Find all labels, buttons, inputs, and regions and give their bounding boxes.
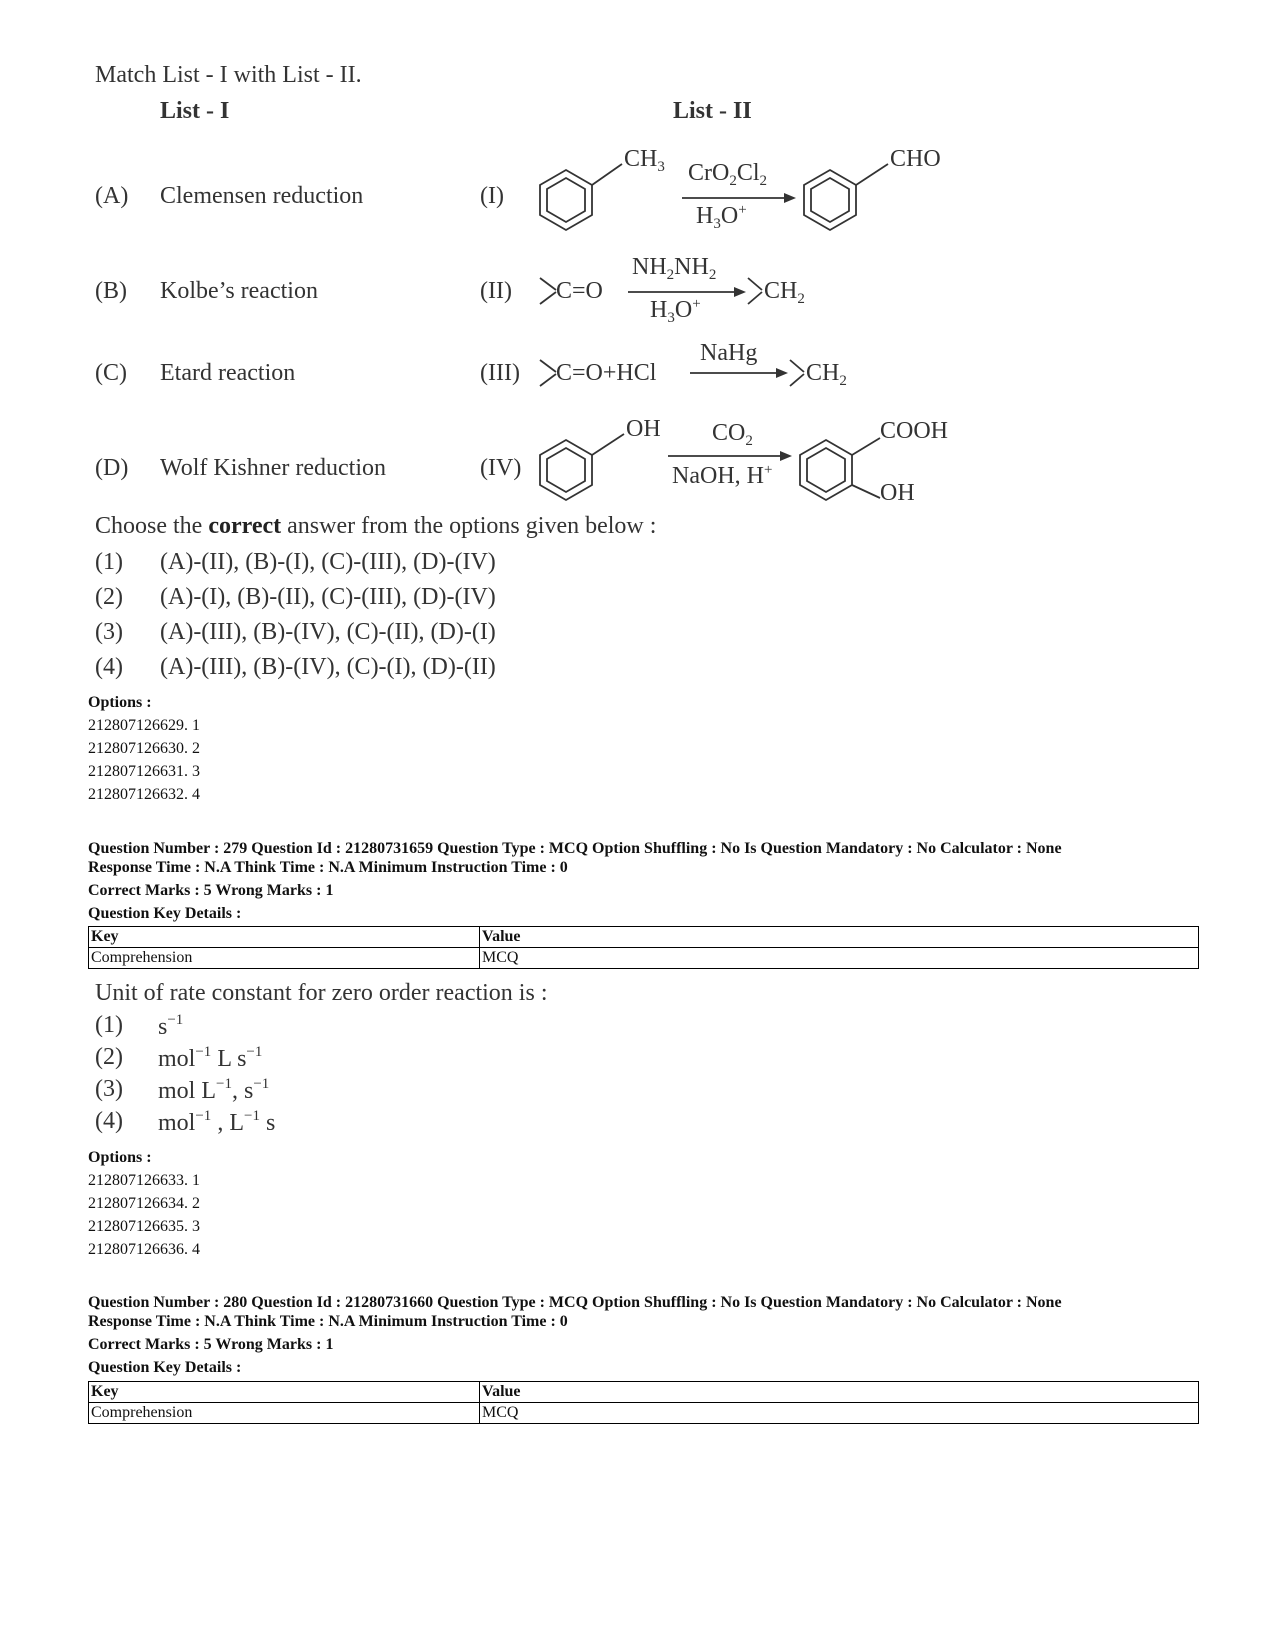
table-header-row bbox=[89, 927, 1199, 948]
rxn2-reactant: C=O bbox=[556, 278, 603, 304]
q278-answer-num-4: (4) bbox=[95, 654, 123, 680]
q279-marks: Correct Marks : 5 Wrong Marks : 1 bbox=[88, 882, 334, 899]
list-1-header: List - I bbox=[160, 98, 230, 124]
rxn2-reagent-top: $NH_2NH_2$ bbox=[632, 254, 717, 283]
q278-option-4: 212807126632. 4 bbox=[88, 786, 200, 803]
list-1-letter-b: (B) bbox=[95, 278, 127, 304]
q278-instruction: Choose the correct answer from the options given below : bbox=[95, 513, 657, 539]
rxn4-product-top: COOH bbox=[880, 418, 949, 444]
q280-key-details-label: Question Key Details : bbox=[88, 1359, 242, 1376]
table-cell-key: Comprehension bbox=[89, 1403, 480, 1424]
q278-option-2: 212807126630. 2 bbox=[88, 740, 200, 757]
list-1-item-c: Etard reaction bbox=[160, 360, 296, 386]
q278-option-3: 212807126631. 3 bbox=[88, 763, 200, 780]
rxn4-reagent-bottom: NaOH, H+ bbox=[672, 462, 773, 489]
rxn1-substituent: $CH_3$ bbox=[624, 146, 665, 175]
table-header-key: Key bbox=[89, 1382, 480, 1403]
q279-options-label: Options : bbox=[88, 1149, 152, 1166]
q279-meta-line-1: Question Number : 279 Question Id : 21280731659 Question Type : MCQ Option Shuffling : No Is Question Mandatory : No Calculator : None bbox=[88, 840, 1062, 857]
q279-answer-num-1: (1) bbox=[95, 1012, 123, 1038]
table-cell-key: Comprehension bbox=[89, 948, 480, 969]
table-header-row bbox=[89, 1382, 1199, 1403]
q278-answer-num-2: (2) bbox=[95, 584, 123, 610]
q279-answer-num-2: (2) bbox=[95, 1044, 123, 1070]
rxn1-reagent-bottom: $H_3O^+$ bbox=[696, 202, 747, 232]
q280-meta-line-2: Response Time : N.A Think Time : N.A Minimum Instruction Time : 0 bbox=[88, 1313, 568, 1330]
benzene-ring-icon bbox=[800, 440, 852, 500]
rxn4-product-bottom: OH bbox=[880, 480, 915, 506]
list-1-letter-d: (D) bbox=[95, 455, 129, 481]
q279-answer-num-3: (3) bbox=[95, 1076, 123, 1102]
q279-key-table bbox=[88, 926, 1199, 969]
q278-answer-1: (A)-(II), (B)-(I), (C)-(III), (D)-(IV) bbox=[160, 549, 496, 575]
q279-meta-line-2: Response Time : N.A Think Time : N.A Minimum Instruction Time : 0 bbox=[88, 859, 568, 876]
table-row bbox=[89, 1403, 1199, 1424]
rxn2-reagent-bottom: $H_3O^+$ bbox=[650, 296, 701, 326]
q280-key-table bbox=[88, 1381, 1199, 1424]
q279-answer-2: mol$^{-1}$ L $s^{-1}$ bbox=[158, 1044, 263, 1072]
benzene-ring-icon bbox=[804, 170, 856, 230]
rxn1-product: CHO bbox=[890, 146, 941, 172]
rxn3-product: $CH_2$ bbox=[806, 360, 847, 389]
q279-answer-4: mol$^{-1}$ , $L^{-1}$ s bbox=[158, 1108, 276, 1136]
table-row bbox=[89, 948, 1199, 969]
table-header-value: Value bbox=[480, 1382, 1199, 1403]
q280-meta-line-1: Question Number : 280 Question Id : 21280731660 Question Type : MCQ Option Shuffling : No Is Question Mandatory : No Calculator : None bbox=[88, 1294, 1062, 1311]
q278-option-1: 212807126629. 1 bbox=[88, 717, 200, 734]
q280-marks: Correct Marks : 5 Wrong Marks : 1 bbox=[88, 1336, 334, 1353]
q279-key-details-label: Question Key Details : bbox=[88, 905, 242, 922]
list-2-roman-iv: (IV) bbox=[480, 455, 522, 481]
list-1-letter-c: (C) bbox=[95, 360, 127, 386]
q279-answer-num-4: (4) bbox=[95, 1108, 123, 1134]
q279-option-3: 212807126635. 3 bbox=[88, 1218, 200, 1235]
table-header-value: Value bbox=[480, 927, 1199, 948]
rxn2-product: $CH_2$ bbox=[764, 278, 805, 307]
list-1-item-b: Kolbe’s reaction bbox=[160, 278, 318, 304]
list-2-roman-ii: (II) bbox=[480, 278, 512, 304]
q278-answer-num-1: (1) bbox=[95, 549, 123, 575]
q279-option-1: 212807126633. 1 bbox=[88, 1172, 200, 1189]
rxn1-reagent-top: $CrO_2Cl_2$ bbox=[688, 160, 768, 189]
q278-answer-4: (A)-(III), (B)-(IV), (C)-(I), (D)-(II) bbox=[160, 654, 496, 680]
q278-options-label: Options : bbox=[88, 694, 152, 711]
rxn4-substituent: OH bbox=[626, 416, 661, 442]
list-2-roman-i: (I) bbox=[480, 183, 504, 209]
list-2-roman-iii: (III) bbox=[480, 360, 520, 386]
q279-option-2: 212807126634. 2 bbox=[88, 1195, 200, 1212]
list-1-letter-a: (A) bbox=[95, 183, 129, 209]
rxn3-reactant: C=O+HCl bbox=[556, 360, 657, 386]
table-cell-value: MCQ bbox=[480, 1403, 1199, 1424]
table-header-key: Key bbox=[89, 927, 480, 948]
benzene-ring-icon bbox=[540, 170, 592, 230]
q278-answer-2: (A)-(I), (B)-(II), (C)-(III), (D)-(IV) bbox=[160, 584, 496, 610]
benzene-ring-icon bbox=[540, 440, 592, 500]
list-1-item-d: Wolf Kishner reduction bbox=[160, 455, 387, 481]
list-2-header: List - II bbox=[673, 98, 752, 124]
q278-answer-3: (A)-(III), (B)-(IV), (C)-(II), (D)-(I) bbox=[160, 619, 496, 645]
rxn3-reagent-top: NaHg bbox=[700, 340, 758, 366]
q279-answer-1: $s^{-1}$ bbox=[158, 1012, 184, 1040]
q278-answer-num-3: (3) bbox=[95, 619, 123, 645]
q279-answer-3: mol $L^{-1}$, $s^{-1}$ bbox=[158, 1076, 270, 1104]
table-cell-value: MCQ bbox=[480, 948, 1199, 969]
q279-option-4: 212807126636. 4 bbox=[88, 1241, 200, 1258]
q279-stem: Unit of rate constant for zero order reaction is : bbox=[95, 980, 548, 1006]
rxn4-reagent-top: $CO_2$ bbox=[712, 420, 753, 449]
q278-stem: Match List - I with List - II. bbox=[95, 62, 362, 88]
list-1-item-a: Clemensen reduction bbox=[160, 183, 364, 209]
